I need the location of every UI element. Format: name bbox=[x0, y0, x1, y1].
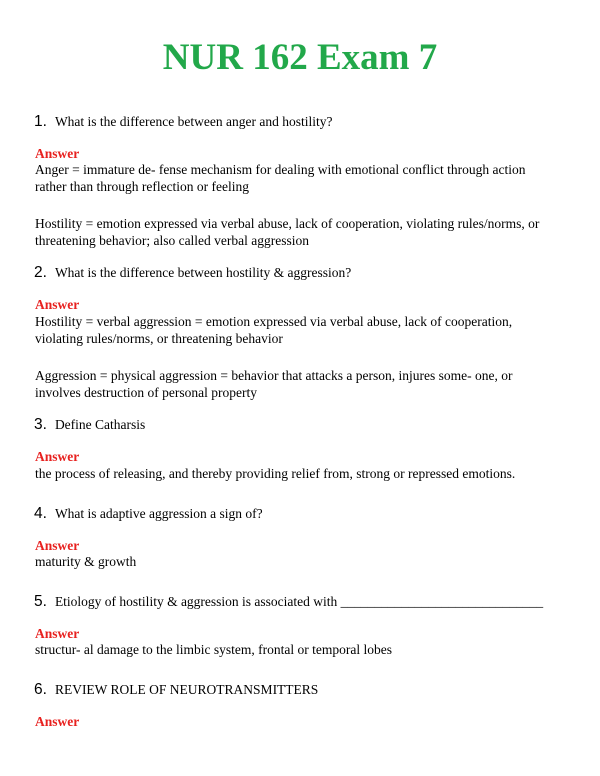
question-5 bbox=[34, 593, 543, 611]
answer-text: maturity & growth bbox=[35, 554, 137, 569]
question-6 bbox=[34, 681, 318, 699]
question-text: What is adaptive aggression a sign of? bbox=[54, 506, 263, 521]
document-title: NUR 162 Exam 7 bbox=[162, 37, 438, 78]
answer-text: Hostility = emotion expressed via verbal abuse, lack of cooperation, violating rules/norms, or threatening behavior; also called verbal aggression bbox=[35, 216, 540, 248]
question-number: 5. bbox=[34, 593, 47, 610]
answer-label: Answer bbox=[35, 297, 80, 312]
answer-text: Hostility = verbal aggression = emotion expressed via verbal abuse, lack of cooperation, violating rules/norms, or threatening behavior bbox=[35, 314, 513, 346]
question-1 bbox=[34, 113, 332, 131]
question-3 bbox=[34, 416, 145, 434]
question-text: What is the difference between anger and hostility? bbox=[54, 114, 333, 129]
answer-label: Answer bbox=[35, 626, 80, 641]
question-text: Etiology of hostility & aggression is associated with ______________________________ bbox=[54, 594, 544, 609]
question-2 bbox=[34, 264, 351, 282]
answer-label: Answer bbox=[35, 449, 80, 464]
answer-text: Aggression = physical aggression = behavior that attacks a person, injures some- one, or involves destruction of personal property bbox=[35, 368, 513, 400]
question-number: 3. bbox=[34, 416, 47, 433]
question-number: 6. bbox=[34, 681, 47, 698]
answer-text: structur- al damage to the limbic system, frontal or temporal lobes bbox=[35, 642, 393, 657]
question-text: What is the difference between hostility & aggression? bbox=[54, 265, 352, 280]
question-number: 4. bbox=[34, 505, 47, 522]
question-text: REVIEW ROLE OF NEUROTRANSMITTERS bbox=[54, 682, 319, 697]
answer-label: Answer bbox=[35, 714, 80, 729]
answer-label: Answer bbox=[35, 146, 80, 161]
question-text: Define Catharsis bbox=[54, 417, 146, 432]
answer-text: Anger = immature de- fense mechanism for dealing with emotional conflict through action rather than through reflection or feeling bbox=[35, 162, 526, 194]
question-4 bbox=[34, 505, 263, 523]
question-number: 2. bbox=[34, 264, 47, 281]
answer-text: the process of releasing, and thereby providing relief from, strong or repressed emotions. bbox=[35, 466, 516, 481]
answer-label: Answer bbox=[35, 538, 80, 553]
question-number: 1. bbox=[34, 113, 47, 130]
